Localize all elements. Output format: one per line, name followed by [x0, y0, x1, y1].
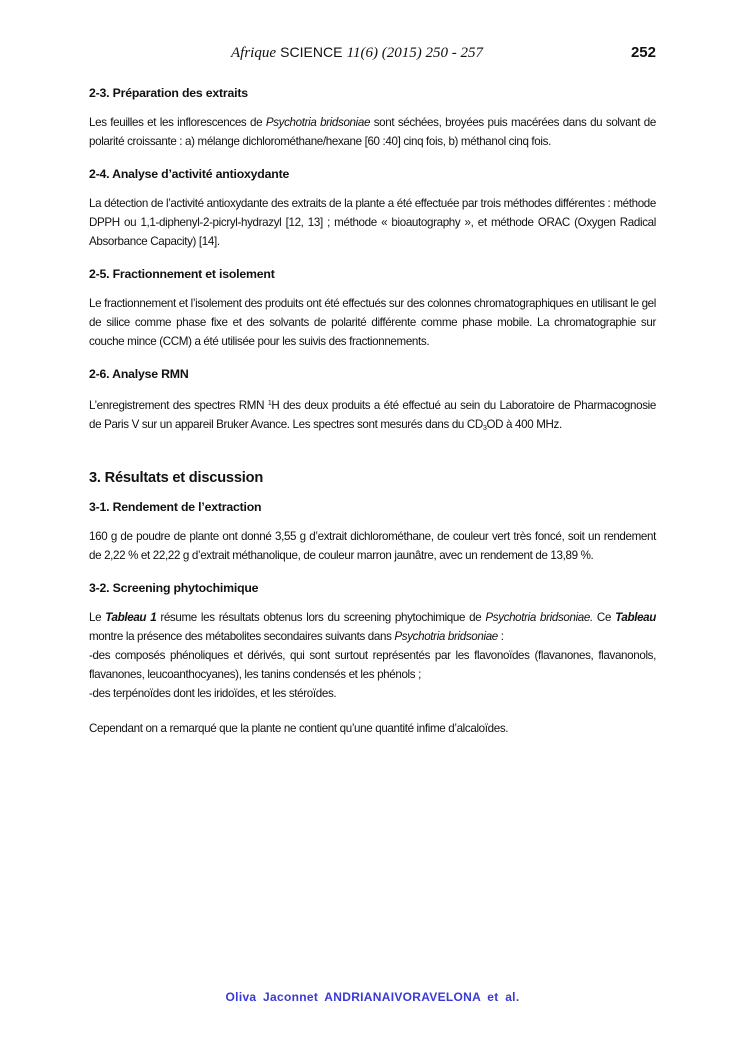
paragraph-2-5: Le fractionnement et l’isolement des produits ont été effectués sur des colonnes chromatographiques en utilisant le gel de silice comme phase fixe et des solvants de polarité différente comme phase mobile. La chromatographie sur couche mince (CCM) a été utilisée pour les suivis des fractionnements.: [89, 297, 656, 348]
section-heading-3: 3. Résultats et discussion: [89, 470, 264, 486]
journal-reference: [231, 44, 483, 62]
section-heading-3-1: 3-1. Rendement de l’extraction: [89, 500, 262, 514]
running-header: [89, 44, 656, 64]
paragraph-2-4: La détection de l’activité antioxydante des extraits de la plante a été effectuée par trois méthodes différentes : méthode DPPH ou 1,1-diphenyl-2-picryl-hydrazyl [12, 13] ; méthode « bioautography », et méthode ORAC (Oxygen Radical Absorbance Capacity) [14].: [89, 197, 656, 248]
journal-volume: 11(6) (2015) 250 - 257: [346, 45, 483, 61]
main-content: [89, 86, 656, 738]
table-reference: Tableau 1: [105, 611, 157, 624]
journal-name: SCIENCE: [280, 44, 343, 60]
paragraph-2-3: Les feuilles et les inflorescences de Psychotria bridsoniae sont séchées, broyées puis macérées dans du solvant de polarité croissante : a) mélange dichlorométhane/hexane [60 :40] cinq fois, b) méthanol cinq fois.: [89, 116, 656, 148]
section-heading-2-4: 2-4. Analyse d’activité antioxydante: [89, 167, 290, 181]
footer-authors: Oliva Jaconnet ANDRIANAIVORAVELONA et al.: [225, 990, 520, 1004]
paragraph-2-6: L’enregistrement des spectres RMN $^1$H des deux produits a été effectué au sein du Laboratoire de Pharmacognosie de Paris V sur un appareil Bruker Avance. Les spectres sont mesurés dans du $CD_3OD$ à 400 MHz.: [89, 399, 656, 432]
species-name: Psychotria bridsoniae: [394, 630, 498, 643]
section-heading-2-3: 2-3. Préparation des extraits: [89, 86, 248, 100]
journal-name-italic: Afrique: [231, 45, 276, 61]
paragraph-3-1: 160 g de poudre de plante ont donné 3,55 g d’extrait dichlorométhane, de couleur vert très foncé, soit un rendement de 2,22 % et 22,22 g d’extrait méthanolique, de couleur marron jaunâtre, avec un rendement de 13,89 %.: [89, 530, 656, 562]
table-reference: Tableau: [615, 611, 656, 624]
species-name: Psychotria bridsoniae: [265, 116, 371, 129]
paragraph-3-2: Le Tableau 1 résume les résultats obtenus lors du screening phytochimique de Psychotria bridsoniae. Ce Tableau montre la présence des métabolites secondaires suivants dans Psychotria bridsoniae :: [89, 611, 656, 643]
page-number: 252: [630, 44, 656, 61]
list-item: -des composés phénoliques et dérivés, qui sont surtout représentés par les flavonoïdes (flavanones, flavanonols, flavanones, leucoanthocyanes), les tanins condensés et les phénols ;: [89, 649, 656, 681]
paragraph-3-2-conclusion: Cependant on a remarqué que la plante ne contient qu’une quantité infime d’alcaloïdes.: [89, 722, 509, 735]
section-heading-3-2: 3-2. Screening phytochimique: [89, 581, 259, 595]
section-heading-2-6: 2-6. Analyse RMN: [89, 367, 189, 381]
section-heading-2-5: 2-5. Fractionnement et isolement: [89, 267, 275, 281]
list-item: -des terpénoïdes dont les iridoïdes, et les stéroïdes.: [89, 687, 337, 700]
species-name: Psychotria bridsoniae.: [485, 611, 593, 624]
